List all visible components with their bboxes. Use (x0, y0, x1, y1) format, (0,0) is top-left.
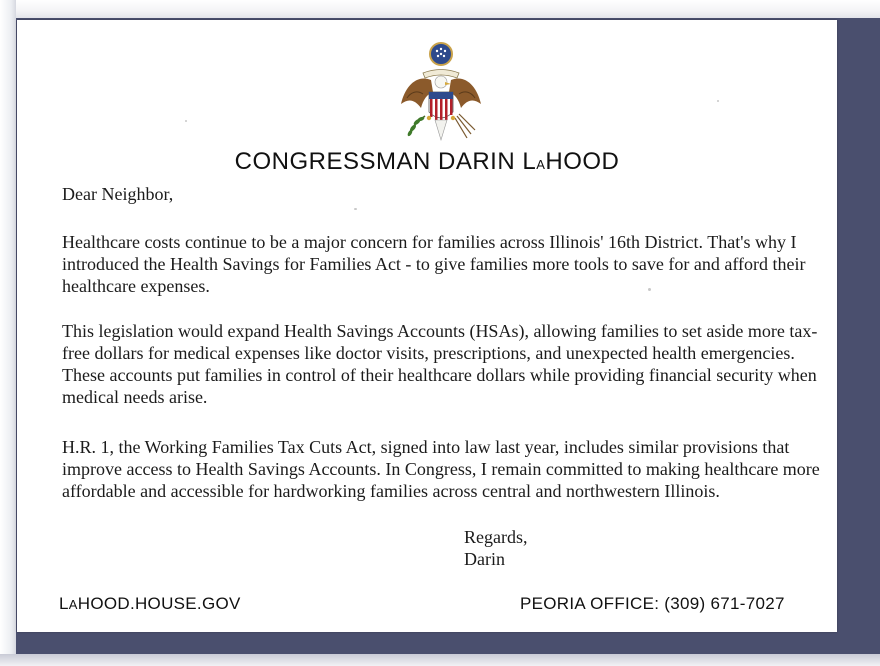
scan-edge-left (0, 0, 16, 666)
scan-edge-bottom (0, 654, 880, 666)
scan-speck (648, 288, 651, 291)
congressman-name-heading (17, 148, 837, 176)
body-paragraph-1: Healthcare costs continue to be a major concern for families across Illinois' 16th District. That's why I introduced the Health Savings for Families Act - to give families more tools to save for and afford their healthcare expenses. (62, 232, 806, 296)
scan-speck (354, 208, 357, 210)
heading-text-end: HOOD (545, 148, 620, 175)
scan-speck (717, 100, 719, 102)
signature-name: Darin (464, 549, 505, 569)
heading-text-main: CONGRESSMAN DARIN L (234, 148, 537, 175)
body-paragraph-2: This legislation would expand Health Savings Accounts (HSAs), allowing families to set aside more tax-free dollars for medical expenses like doctor visits, prescriptions, and unexpected health emergencies. These accounts put families in control of their healthcare dollars while providing financial security when medical needs arise. (62, 321, 818, 407)
great-seal-eagle-icon (395, 42, 487, 154)
closing: Regards, (464, 527, 528, 547)
office-phone: PEORIA OFFICE: (309) 671-7027 (520, 594, 785, 613)
website-text-start: L (59, 594, 69, 613)
body-paragraph-3: H.R. 1, the Working Families Tax Cuts Act, signed into law last year, includes similar provisions that improve access to Health Savings Accounts. In Congress, I remain committed to making healthcare more affordable and accessible for hardworking families across central and northwestern Illinois. (62, 437, 820, 501)
heading-text-small-cap: A (536, 157, 546, 172)
scan-speck (185, 120, 187, 122)
salutation: Dear Neighbor, (62, 184, 174, 204)
website-link[interactable] (59, 594, 241, 614)
scan-edge-top (0, 0, 880, 18)
website-text-small-cap: A (68, 597, 78, 612)
mailer-card (17, 20, 837, 632)
signoff-block (464, 526, 527, 570)
website-text-end: HOOD.HOUSE.GOV (77, 594, 241, 613)
